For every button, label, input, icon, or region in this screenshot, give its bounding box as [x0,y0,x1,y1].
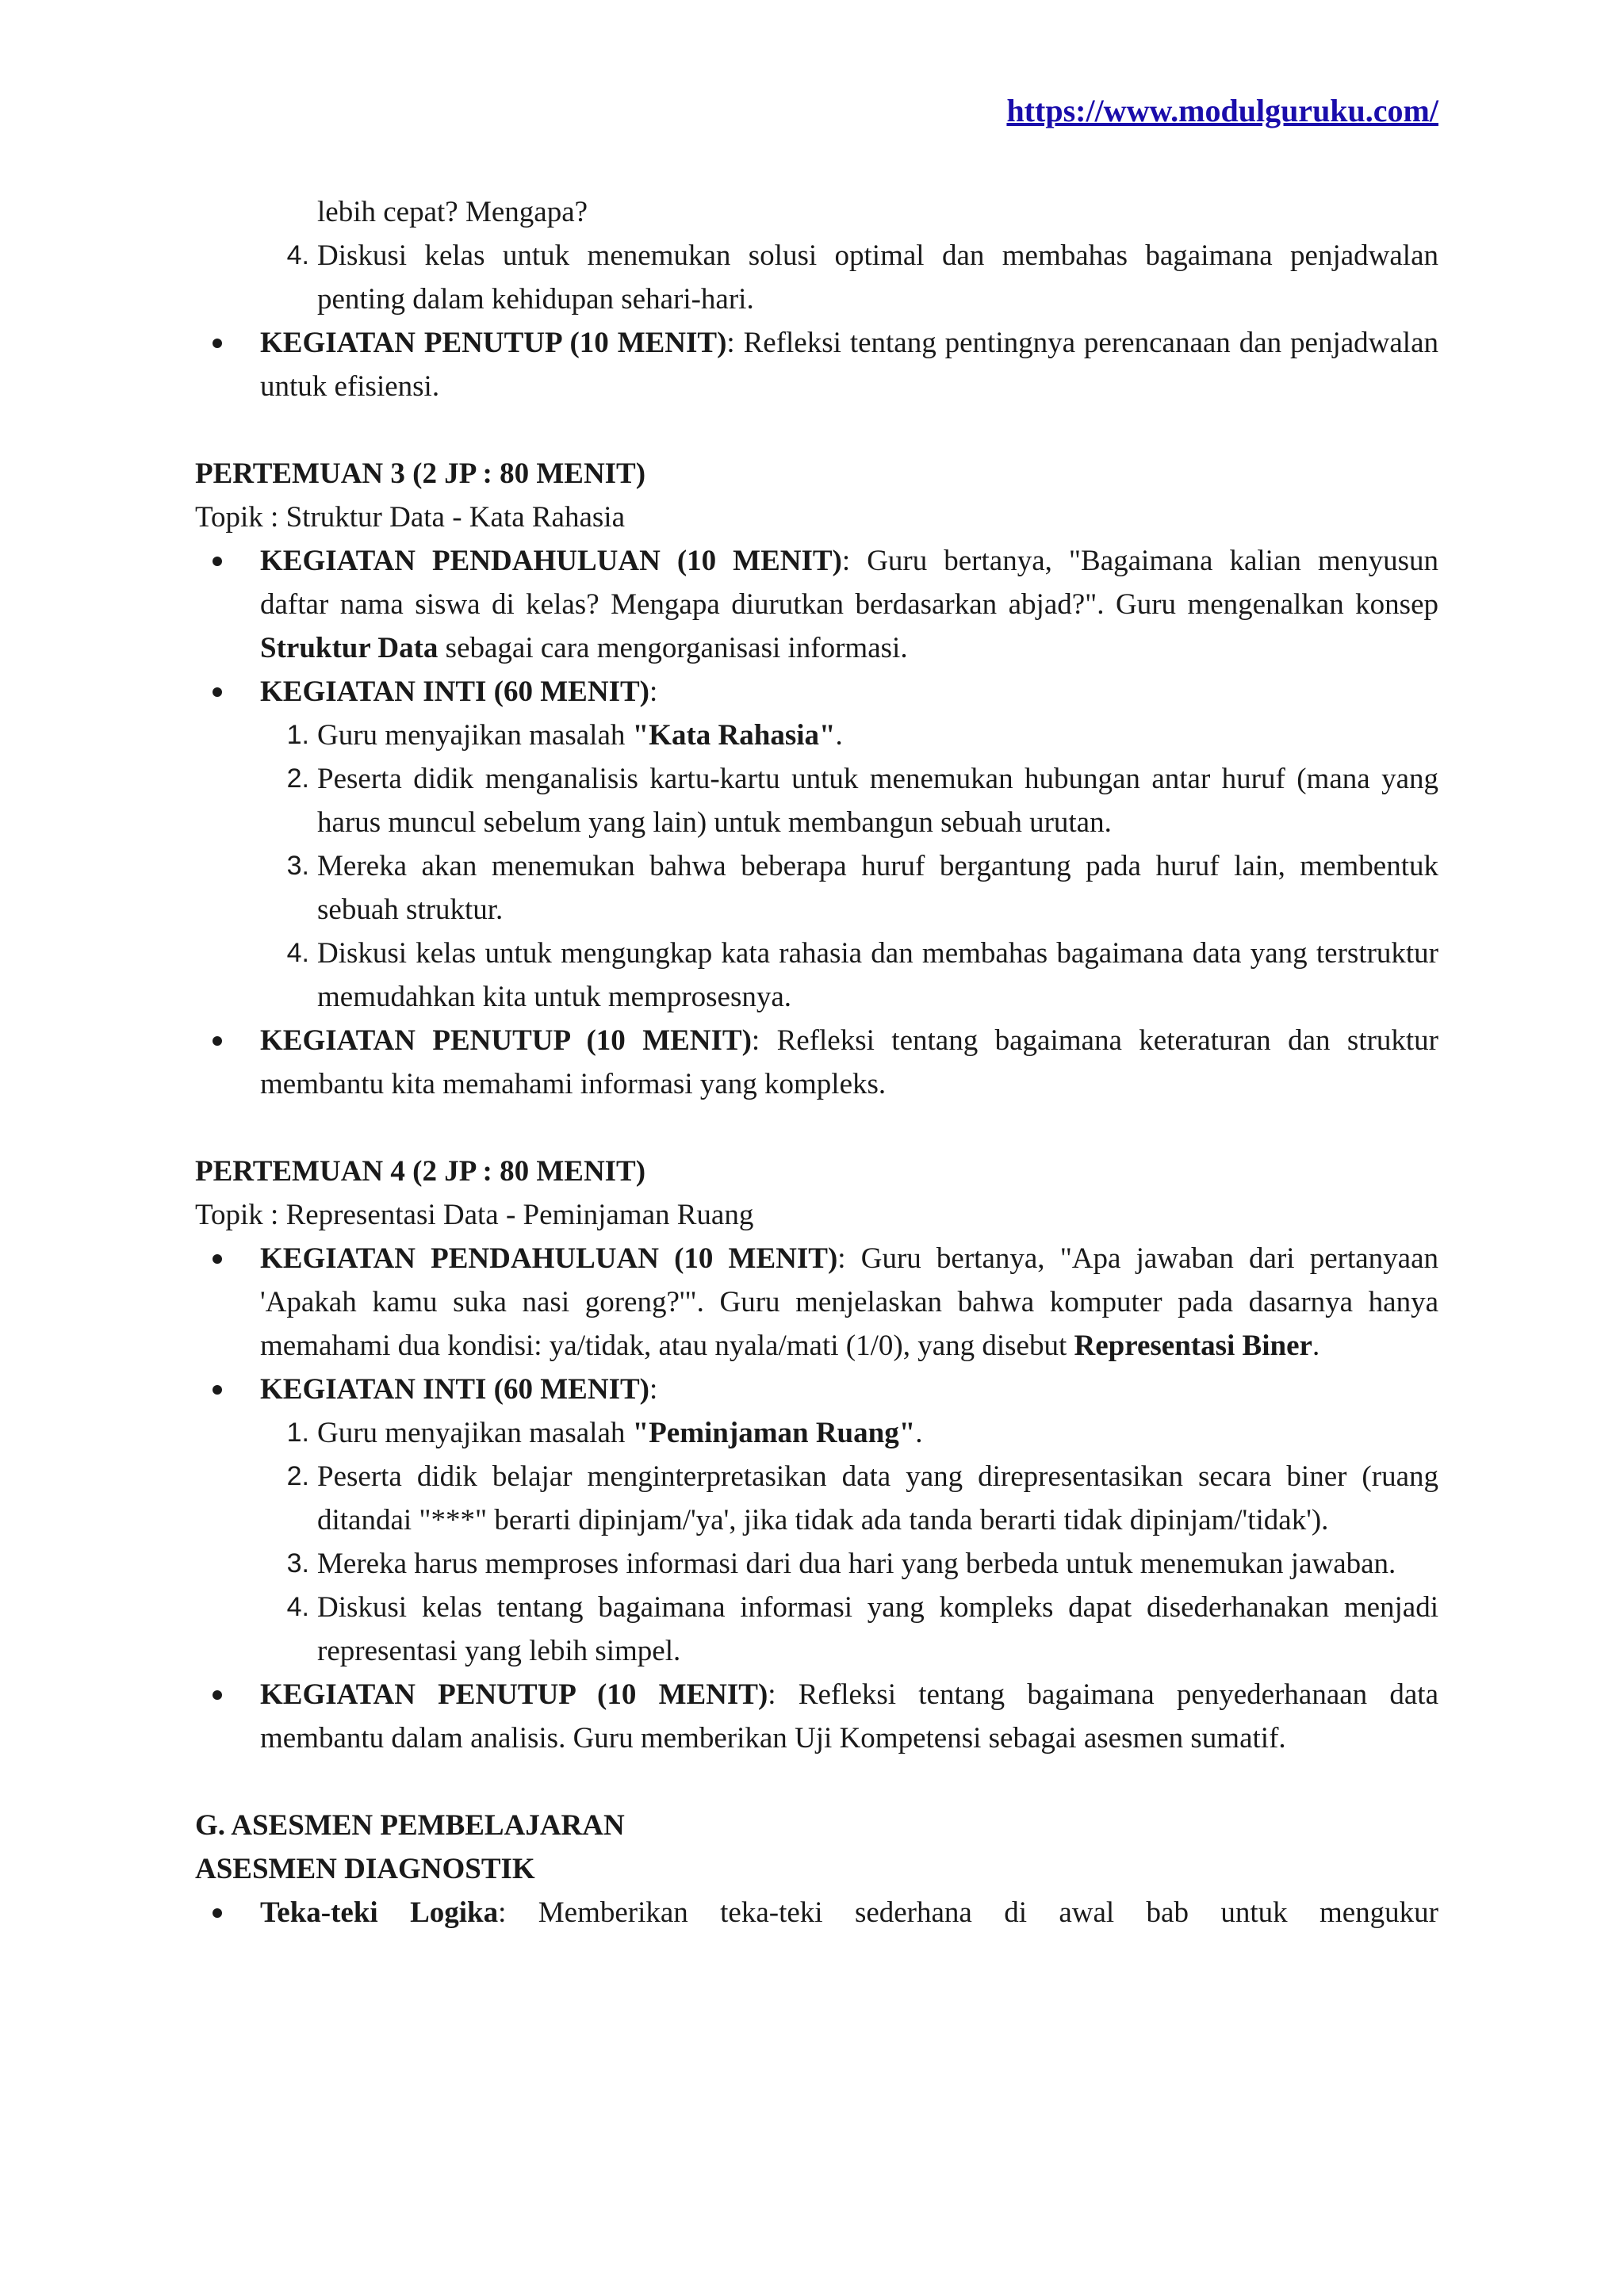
bullet-text: : Refleksi tentang bagaimana keteraturan dan struktur membantu kita memahami informasi yang kompleks. [260,1024,1438,1100]
section-topic: Topik : Representasi Data - Peminjaman Ruang [195,1199,754,1231]
list-number: 3. [286,1548,309,1578]
list-number: 4. [286,1592,309,1622]
bullet-icon [213,1254,222,1264]
list-number: 1. [286,720,309,750]
list-number: 2. [286,1461,309,1491]
bullet-icon [213,1385,222,1395]
section-subheading: ASESMEN DIAGNOSTIK [195,1853,535,1885]
list-item [286,234,1438,321]
bullet-text: . [1312,1330,1320,1362]
bullet-text: : [649,1373,658,1406]
list-number: 4. [286,938,309,968]
bullet-label: KEGIATAN PENUTUP (10 MENIT) [260,327,727,359]
list-item-text: . [915,1417,923,1449]
list-item [286,1542,1438,1586]
section-title: PERTEMUAN 4 (2 JP : 80 MENIT) [195,1155,646,1188]
list-item-bold: "Peminjaman Ruang" [632,1417,916,1449]
section-asesmen [195,1804,1438,1934]
bullet-item-pendahuluan [260,539,1438,670]
list-number: 3. [286,851,309,881]
list-item [286,1455,1438,1542]
list-number: 2. [286,763,309,794]
section-title: PERTEMUAN 3 (2 JP : 80 MENIT) [195,457,646,490]
bullet-item-inti [260,1368,1438,1411]
bullet-label: KEGIATAN PENDAHULUAN (10 MENIT) [260,545,842,577]
bullet-item-penutup [260,1019,1438,1106]
section-topic: Topik : Struktur Data - Kata Rahasia [195,501,625,534]
list-item-text: Diskusi kelas tentang bagaimana informasi yang kompleks dapat disederhanakan menjadi representasi yang lebih simpel. [317,1591,1438,1667]
bullet-label: KEGIATAN PENUTUP (10 MENIT) [260,1024,752,1057]
list-item-text: Guru menyajikan masalah [317,1417,633,1449]
bullet-label: Teka-teki Logika [260,1896,499,1929]
bullet-icon [213,557,222,566]
bullet-bold-term: Representasi Biner [1074,1330,1312,1362]
list-item-text: Peserta didik belajar menginterpretasikan data yang direpresentasikan secara biner (ruang ditandai "***" berarti dipinjam/'ya', jika tidak ada tanda berarti tidak dipinjam/'tidak'). [317,1460,1438,1536]
bullet-text: : [649,675,658,708]
list-item-text: . [835,719,843,752]
list-item-bold: "Kata Rahasia" [632,719,836,752]
list-item-text: Mereka harus memproses informasi dari dua hari yang berbeda untuk menemukan jawaban. [317,1548,1396,1580]
list-item [286,1586,1438,1673]
bullet-text: sebagai cara mengorganisasi informasi. [438,632,908,664]
bullet-item-inti [260,670,1438,714]
list-item-text: Mereka akan menemukan bahwa beberapa huruf bergantung pada huruf lain, membentuk sebuah struktur. [317,850,1438,926]
header-url-link[interactable]: https://www.modulguruku.com/ [1006,93,1438,128]
list-number: 4. [286,240,309,270]
section-pertemuan-4 [195,1150,1438,1760]
bullet-icon [213,339,222,348]
bullet-label: KEGIATAN PENDAHULUAN (10 MENIT) [260,1242,838,1275]
list-item [286,714,1438,757]
list-item-text: Diskusi kelas untuk menemukan solusi optimal dan membahas bagaimana penjadwalan penting dalam kehidupan sehari-hari. [317,239,1438,316]
bullet-item-penutup [260,1673,1438,1760]
bullet-label: KEGIATAN INTI (60 MENIT) [260,1373,649,1406]
bullet-icon [213,1036,222,1046]
bullet-item-diagnostik [260,1891,1438,1934]
list-item-text: Guru menyajikan masalah [317,719,633,752]
list-item [286,844,1438,932]
bullet-text: : Refleksi tentang bagaimana penyederhanaan data membantu dalam analisis. Guru memberikan Uji Kompetensi sebagai asesmen sumatif. [260,1678,1438,1755]
bullet-item-pendahuluan [260,1237,1438,1368]
section-pertemuan-3 [195,452,1438,1106]
bullet-label: KEGIATAN INTI (60 MENIT) [260,675,649,708]
bullet-text: : Refleksi tentang pentingnya perencanaan dan penjadwalan untuk efisiensi. [260,327,1438,403]
bullet-text: : Memberikan teka-teki sederhana di awal bab untuk mengukur [498,1896,1438,1929]
list-item [286,932,1438,1019]
bullet-icon [213,1690,222,1700]
bullet-item-penutup [260,321,1438,408]
continuation-text: lebih cepat? Mengapa? [317,196,588,228]
list-item-text: Peserta didik menganalisis kartu-kartu untuk menemukan hubungan antar huruf (mana yang harus muncul sebelum yang lain) untuk membangun sebuah urutan. [317,763,1438,839]
section-heading: G. ASESMEN PEMBELAJARAN [195,1809,625,1842]
bullet-bold-term: Struktur Data [260,632,439,664]
bullet-text: : Guru bertanya, "Bagaimana kalian menyusun daftar nama siswa di kelas? Mengapa diurutkan berdasarkan abjad?". Guru mengenalkan konsep [260,545,1438,621]
list-number: 1. [286,1418,309,1448]
bullet-icon [213,1908,222,1918]
bullet-icon [213,687,222,697]
bullet-label: KEGIATAN PENUTUP (10 MENIT) [260,1678,768,1711]
bullet-text: : Guru bertanya, "Apa jawaban dari pertanyaan 'Apakah kamu suka nasi goreng?'". Guru menjelaskan bahwa komputer pada dasarnya hanya memahami dua kondisi: ya/tidak, atau nyala/mati (1/0), yang disebut [260,1242,1438,1362]
page-content [195,190,1438,1934]
list-item-text: Diskusi kelas untuk mengungkap kata rahasia dan membahas bagaimana data yang terstruktur memudahkan kita untuk memprosesnya. [317,937,1438,1013]
list-item [286,1411,1438,1455]
list-item [286,757,1438,844]
